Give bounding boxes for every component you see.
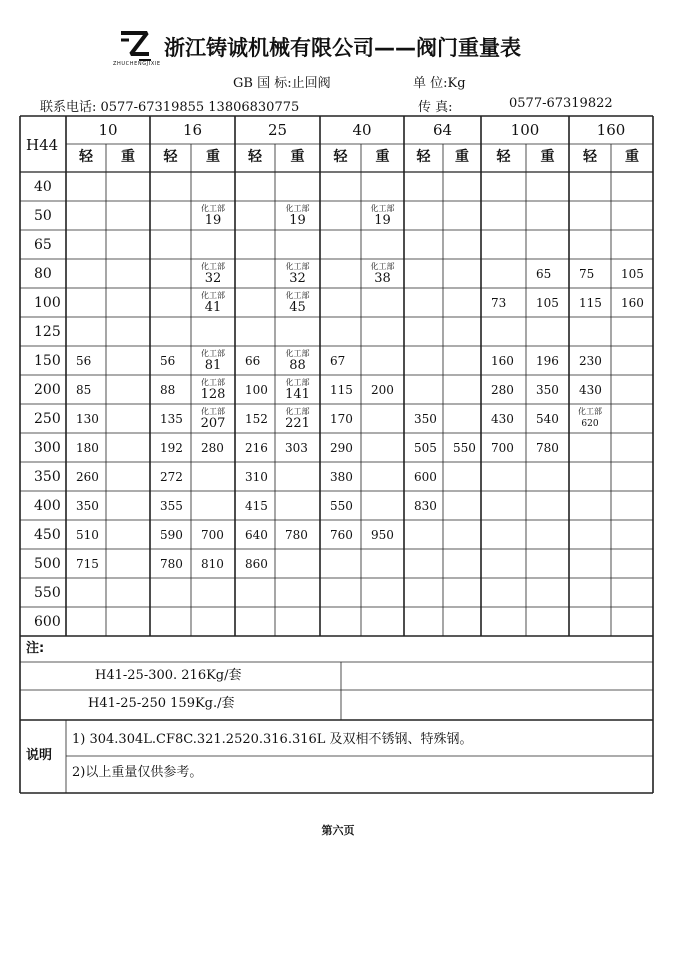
heavy-label: 重 (455, 149, 469, 165)
size-label-50: 50 (34, 208, 52, 224)
weight-value: 510 (76, 528, 99, 542)
weight-value: 600 (414, 470, 437, 484)
dept-label: 化工部 (578, 407, 602, 416)
weight-value: 290 (330, 441, 353, 455)
heavy-label: 重 (625, 149, 639, 165)
heavy-label: 重 (540, 149, 555, 165)
size-label-125: 125 (34, 324, 61, 340)
weight-value: 303 (285, 441, 308, 455)
heavy-label: 重 (375, 149, 390, 165)
weight-value: 280 (201, 441, 224, 455)
page-number: 第六页 (321, 824, 355, 837)
weight-value: 160 (621, 296, 644, 310)
weight-value: 272 (160, 470, 183, 484)
weight-value: 950 (371, 528, 394, 542)
weight-value: 590 (160, 528, 183, 542)
weight-value: 200 (371, 383, 394, 397)
weight-value: 32 (289, 271, 306, 286)
weight-value: 430 (491, 412, 514, 426)
weight-value: 355 (160, 499, 183, 513)
weight-value: 85 (76, 383, 92, 397)
table-corner-label: H44 (26, 136, 59, 154)
weight-value: 66 (245, 354, 261, 368)
dept-label: 化工部 (201, 291, 225, 300)
pressure-header-10: 10 (98, 121, 118, 139)
weight-value: 350 (76, 499, 99, 513)
explain-item: 2)以上重量仅供参考。 (72, 765, 203, 780)
weight-value: 505 (414, 441, 437, 455)
heavy-label: 重 (206, 149, 220, 165)
weight-value: 550 (453, 441, 476, 455)
dept-label: 化工部 (201, 262, 225, 271)
heavy-label: 重 (121, 149, 135, 165)
weight-value: 700 (201, 528, 224, 542)
weight-value: 130 (76, 412, 99, 426)
weight-value: 640 (245, 528, 268, 542)
weight-value: 73 (491, 296, 507, 310)
size-label-80: 80 (34, 266, 52, 282)
size-label-150: 150 (34, 353, 61, 369)
light-label: 轻 (583, 149, 597, 165)
weight-value: 620 (581, 419, 599, 429)
notes-label: 注: (26, 641, 45, 656)
weight-value: 105 (536, 296, 559, 310)
standard-label: GB 国 标:止回阀 (233, 76, 331, 91)
weight-value: 280 (491, 383, 514, 397)
size-label-450: 450 (34, 527, 61, 543)
weight-value: 56 (76, 354, 92, 368)
weight-value: 350 (536, 383, 559, 397)
weight-value: 160 (491, 354, 514, 368)
weight-value: 67 (330, 354, 346, 368)
weight-value: 115 (579, 296, 602, 310)
light-label: 轻 (79, 149, 93, 165)
weight-value: 115 (330, 383, 353, 397)
pressure-header-25: 25 (267, 121, 288, 139)
heavy-label: 重 (290, 149, 305, 165)
weight-value: 100 (245, 383, 268, 397)
weight-value: 830 (414, 499, 437, 513)
dept-label: 化工部 (201, 204, 225, 213)
weight-value: 550 (330, 499, 353, 513)
weight-value: 180 (76, 441, 99, 455)
size-label-350: 350 (34, 469, 61, 485)
note-item: H41-25-300. 216Kg/套 (95, 668, 242, 683)
weight-value: 380 (330, 470, 353, 484)
weight-value: 192 (160, 441, 183, 455)
weight-value: 56 (160, 354, 176, 368)
dept-label: 化工部 (201, 378, 225, 387)
light-label: 轻 (496, 149, 511, 165)
weight-value: 38 (374, 271, 391, 286)
dept-label: 化工部 (370, 204, 395, 213)
pressure-header-160: 160 (596, 121, 626, 139)
size-label-250: 250 (34, 411, 61, 427)
size-label-300: 300 (34, 440, 61, 456)
contact-phone: 联系电话: 0577-67319855 13806830775 (40, 100, 300, 115)
weight-value: 310 (245, 470, 268, 484)
light-label: 轻 (163, 149, 178, 165)
dept-label: 化工部 (285, 378, 310, 387)
weight-value: 780 (285, 528, 308, 542)
weight-value: 65 (536, 267, 552, 281)
weight-value: 860 (245, 557, 268, 571)
pressure-header-100: 100 (510, 121, 540, 139)
dept-label: 化工部 (201, 407, 225, 416)
fax-number: 0577-67319822 (509, 96, 613, 111)
light-label: 轻 (416, 149, 431, 165)
pressure-header-40: 40 (352, 121, 372, 139)
size-label-500: 500 (34, 556, 61, 572)
weight-value: 41 (204, 300, 222, 315)
weight-value: 415 (245, 499, 268, 513)
weight-value: 19 (204, 213, 222, 228)
size-label-600: 600 (34, 614, 61, 630)
weight-value: 540 (536, 412, 559, 426)
weight-value: 170 (330, 412, 353, 426)
weight-value: 19 (289, 213, 306, 228)
size-label-100: 100 (34, 295, 61, 311)
size-label-400: 400 (34, 498, 61, 514)
explain-label: 说明 (26, 748, 53, 763)
size-label-65: 65 (34, 237, 52, 253)
weight-value: 350 (414, 412, 437, 426)
dept-label: 化工部 (285, 204, 310, 213)
weight-value: 75 (579, 267, 595, 281)
weight-value: 19 (374, 213, 391, 228)
dept-label: 化工部 (285, 262, 310, 271)
size-label-40: 40 (34, 179, 52, 195)
pressure-header-64: 64 (432, 121, 453, 139)
weight-value: 88 (289, 358, 306, 373)
size-label-200: 200 (34, 382, 61, 398)
weight-value: 207 (200, 416, 226, 431)
dept-label: 化工部 (285, 407, 310, 416)
dept-label: 化工部 (285, 349, 310, 358)
weight-value: 32 (204, 271, 222, 286)
explain-item: 1) 304.304L.CF8C.321.2520.316.316L 及双相不锈钢、特殊钢。 (72, 732, 473, 747)
logo-subtitle: ZHUCHENGJIXIE (113, 61, 161, 67)
pressure-header-16: 16 (182, 121, 203, 139)
weight-value: 128 (200, 387, 226, 402)
size-label-550: 550 (34, 585, 61, 601)
weight-value: 221 (285, 416, 310, 431)
page-title: 浙江铸诚机械有限公司——阀门重量表 (164, 36, 521, 60)
weight-value: 88 (160, 383, 176, 397)
dept-label: 化工部 (201, 349, 225, 358)
unit-label: 单 位:Kg (413, 76, 466, 91)
note-item: H41-25-250 159Kg./套 (88, 696, 235, 711)
dept-label: 化工部 (285, 291, 310, 300)
weight-value: 196 (536, 354, 559, 368)
weight-value: 81 (204, 358, 222, 373)
weight-value: 141 (285, 387, 310, 402)
weight-value: 152 (245, 412, 268, 426)
weight-value: 715 (76, 557, 99, 571)
dept-label: 化工部 (370, 262, 395, 271)
weight-value: 105 (621, 267, 644, 281)
weight-value: 760 (330, 528, 353, 542)
weight-value: 260 (76, 470, 99, 484)
weight-value: 780 (536, 441, 559, 455)
weight-value: 430 (579, 383, 602, 397)
weight-value: 810 (201, 557, 224, 571)
weight-value: 135 (160, 412, 183, 426)
fax-label: 传 真: (418, 100, 453, 115)
weight-value: 216 (245, 441, 268, 455)
weight-value: 780 (160, 557, 183, 571)
weight-value: 45 (289, 300, 306, 315)
light-label: 轻 (248, 149, 262, 165)
light-label: 轻 (333, 149, 348, 165)
weight-value: 230 (579, 354, 602, 368)
weight-value: 700 (491, 441, 514, 455)
